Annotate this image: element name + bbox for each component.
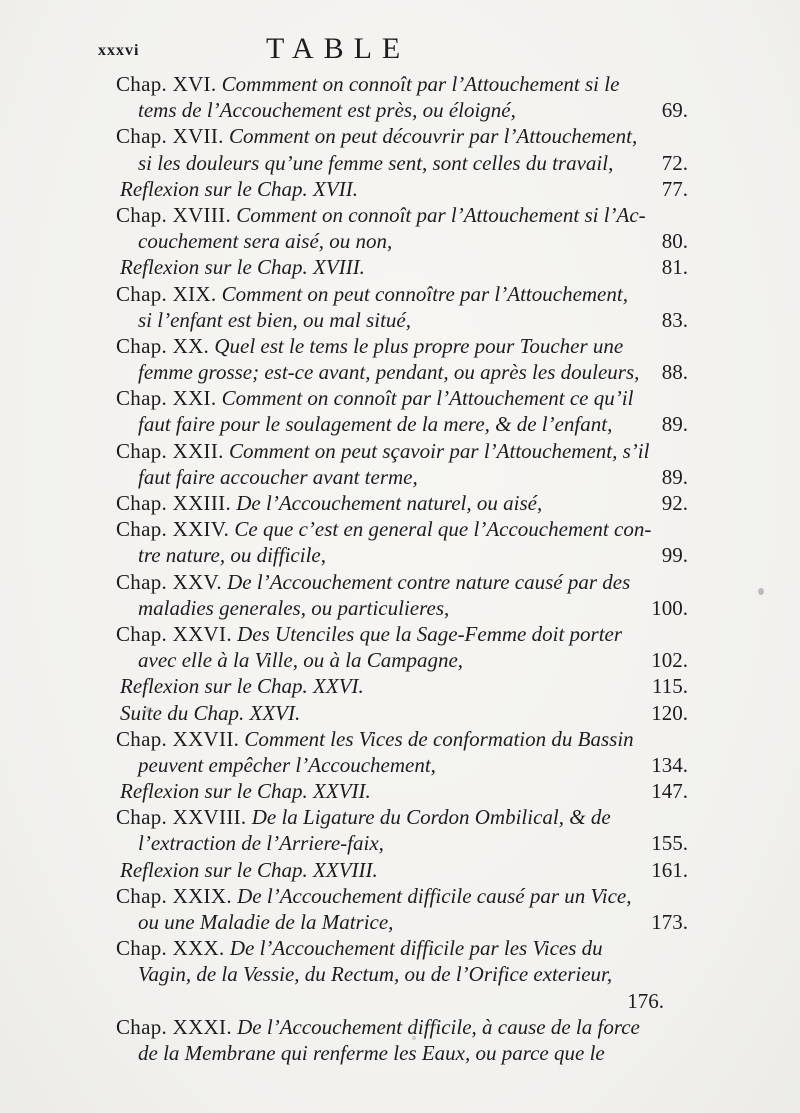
page-reference: 147.: [651, 779, 688, 804]
entry-title: de la Membrane qui renferme les Eaux, ou parce que le: [138, 1040, 605, 1065]
toc-line: [116, 752, 688, 778]
toc-entry: [116, 71, 688, 123]
chapter-label: Chap. XXI.: [116, 386, 217, 411]
toc-entry: [116, 385, 688, 437]
chapter-label: Chap. XXVII.: [116, 726, 240, 751]
chapter-label: Chap. XXVIII.: [116, 805, 247, 830]
entry-title: Reflexion sur le Chap. XVIII.: [120, 255, 365, 280]
toc-line: [116, 700, 688, 726]
toc-entry: [116, 176, 688, 202]
toc-entry: [116, 333, 688, 385]
toc-line: [116, 385, 688, 411]
page-number: xxxvi: [98, 42, 140, 59]
entry-title: Quel est le tems le plus propre pour Toucher une: [214, 333, 624, 358]
toc-line: [116, 202, 688, 228]
entry-title: peuvent empêcher l’Accouchement,: [138, 752, 436, 777]
toc-entry: [116, 883, 688, 935]
page-reference: 92.: [661, 491, 688, 515]
page-reference: 99.: [661, 543, 688, 568]
entry-title: femme grosse; est-ce avant, pendant, ou après les douleurs,: [138, 360, 640, 385]
entry-title: De l’Accouchement naturel, ou aisé,: [236, 491, 543, 515]
chapter-label: Chap. XXIX.: [116, 883, 232, 908]
chapter-label: Chap. XVI.: [116, 72, 217, 96]
toc-entry: [116, 123, 688, 175]
chapter-label: Chap. XVII.: [116, 124, 224, 149]
chapter-label: Chap. XXII.: [116, 438, 224, 463]
entry-title: si les douleurs qu’une femme sent, sont celles du travail,: [138, 150, 614, 175]
entry-title: Reflexion sur le Chap. XXVIII.: [120, 857, 378, 882]
toc-entry: [116, 726, 688, 778]
page-reference: 83.: [661, 307, 688, 332]
running-title: TABLE: [266, 32, 411, 65]
toc-line: [116, 569, 688, 595]
entry-title: l’extraction de l’Arriere-faix,: [138, 831, 384, 856]
entry-title: De l’Accouchement difficile par les Vices du: [229, 936, 603, 961]
chapter-label: Chap. XXX.: [116, 936, 225, 961]
toc-entry: [116, 438, 688, 490]
entry-title: De l’Accouchement contre nature causé par des: [227, 569, 631, 594]
toc-line: [116, 883, 688, 909]
page-header: [98, 34, 718, 74]
chapter-label: Chap. XXXI.: [116, 1014, 232, 1039]
toc-line: [116, 1014, 688, 1040]
toc-line: [116, 516, 688, 542]
chapter-label: Chap. XXV.: [116, 569, 222, 594]
toc-line: [116, 228, 688, 254]
page-reference: 88.: [661, 360, 688, 385]
toc-line: [116, 778, 688, 804]
page-reference: 77.: [661, 176, 688, 201]
toc-entry: [116, 700, 688, 726]
toc-entry: [116, 490, 688, 516]
entry-title: tre nature, ou difficile,: [138, 543, 326, 568]
entry-title: Comment les Vices de conformation du Bassin: [244, 726, 634, 751]
entry-title: De l’Accouchement difficile causé par un Vice,: [237, 883, 632, 908]
page-reference: 134.: [651, 752, 688, 777]
toc-entry: [116, 254, 688, 280]
entry-title: Suite du Chap. XXVI.: [120, 700, 301, 725]
toc-line: [116, 307, 688, 333]
page-reference: 80.: [661, 229, 688, 254]
entry-title: Reflexion sur le Chap. XXVII.: [120, 779, 371, 804]
toc-entry: [116, 778, 688, 804]
toc-line: [116, 647, 688, 673]
entry-title: si l’enfant est bien, ou mal situé,: [138, 307, 411, 332]
toc-entry: [116, 621, 688, 673]
toc-line: [116, 490, 688, 516]
toc-line: [116, 464, 688, 490]
entry-title: Comment on connoît par l’Attouchement ce qu’il: [221, 386, 634, 411]
chapter-label: Chap. XVIII.: [116, 202, 231, 227]
entry-title: faut faire pour le soulagement de la mere, & de l’enfant,: [138, 412, 613, 437]
entry-title: tems de l’Accouchement est près, ou éloigné,: [138, 98, 516, 123]
entry-title: faut faire accoucher avant terme,: [138, 464, 418, 489]
toc-line: [116, 176, 688, 202]
toc-line: [116, 542, 688, 568]
toc-line: [116, 281, 688, 307]
ink-blot: [758, 588, 764, 595]
toc-line: [116, 857, 688, 883]
toc-line: [116, 71, 688, 97]
entry-title: maladies generales, ou particulieres,: [138, 595, 450, 620]
page-reference: 89.: [661, 412, 688, 437]
entry-title: Comment on peut connoître par l’Attouchement,: [221, 281, 628, 306]
toc-entry: [116, 804, 688, 856]
toc-entry: [116, 1014, 688, 1066]
entry-title: Reflexion sur le Chap. XXVI.: [120, 674, 364, 699]
toc-entry: [116, 673, 688, 699]
page-reference: 72.: [661, 150, 688, 175]
chapter-label: Chap. XXIII.: [116, 491, 231, 515]
toc-line: [116, 411, 688, 437]
entry-title: Reflexion sur le Chap. XVII.: [120, 176, 358, 201]
toc-line: [116, 804, 688, 830]
chapter-label: Chap. XX.: [116, 333, 210, 358]
entry-title: Commment on connoît par l’Attouchement si le: [221, 72, 620, 96]
toc-entry: [116, 935, 688, 1014]
toc-entry: [116, 202, 688, 254]
page-reference: 69.: [661, 98, 688, 123]
entry-title: Comment on peut découvrir par l’Attouchement,: [228, 124, 638, 149]
page-reference: 81.: [661, 255, 688, 280]
page-reference: 120.: [651, 700, 688, 725]
entry-title: Des Utenciles que la Sage-Femme doit porter: [237, 621, 623, 646]
toc-line: [116, 726, 688, 752]
entry-title: ou une Maladie de la Matrice,: [138, 910, 394, 934]
toc-line: [116, 621, 688, 647]
page-reference: 102.: [651, 648, 688, 673]
toc-line: [116, 988, 688, 1014]
toc-entry: [116, 516, 688, 568]
toc-line: [116, 595, 688, 621]
page-reference: 176.: [627, 988, 664, 1013]
toc-line: [116, 438, 688, 464]
entry-title: avec elle à la Ville, ou à la Campagne,: [138, 648, 464, 673]
entry-title: Ce que c’est en general que l’Accouchement con-: [234, 517, 652, 542]
chapter-label: Chap. XXIV.: [116, 517, 230, 542]
page-reference: 115.: [652, 674, 688, 699]
ink-blot: [146, 707, 151, 713]
entry-title: De la Ligature du Cordon Ombilical, & de: [251, 805, 611, 830]
entry-title: Vagin, de la Vessie, du Rectum, ou de l’Orifice exterieur,: [138, 962, 613, 987]
toc-line: [116, 909, 688, 935]
table-of-contents: [116, 71, 688, 1066]
chapter-label: Chap. XIX.: [116, 281, 217, 306]
ink-blot: [412, 1036, 416, 1040]
page-reference: 173.: [651, 910, 688, 934]
toc-line: [116, 935, 688, 961]
toc-line: [116, 97, 688, 123]
toc-line: [116, 359, 688, 385]
toc-entry: [116, 281, 688, 333]
entry-title: couchement sera aisé, ou non,: [138, 229, 393, 254]
toc-line: [116, 123, 688, 149]
toc-line: [116, 333, 688, 359]
page-reference: 161.: [651, 857, 688, 882]
toc-entry: [116, 857, 688, 883]
toc-line: [116, 254, 688, 280]
toc-entry: [116, 569, 688, 621]
page-reference: 100.: [651, 595, 688, 620]
toc-line: [116, 673, 688, 699]
chapter-label: Chap. XXVI.: [116, 621, 232, 646]
page-reference: 155.: [651, 831, 688, 856]
toc-line: [116, 830, 688, 856]
toc-line: [116, 961, 688, 987]
toc-line: [116, 150, 688, 176]
entry-title: Comment on peut sçavoir par l’Attouchement, s’il: [228, 438, 650, 463]
toc-line: [116, 1040, 688, 1066]
entry-title: De l’Accouchement difficile, à cause de la force: [237, 1014, 640, 1039]
entry-title: Comment on connoît par l’Attouchement si l’Ac-: [236, 202, 646, 227]
page-reference: 89.: [661, 464, 688, 489]
